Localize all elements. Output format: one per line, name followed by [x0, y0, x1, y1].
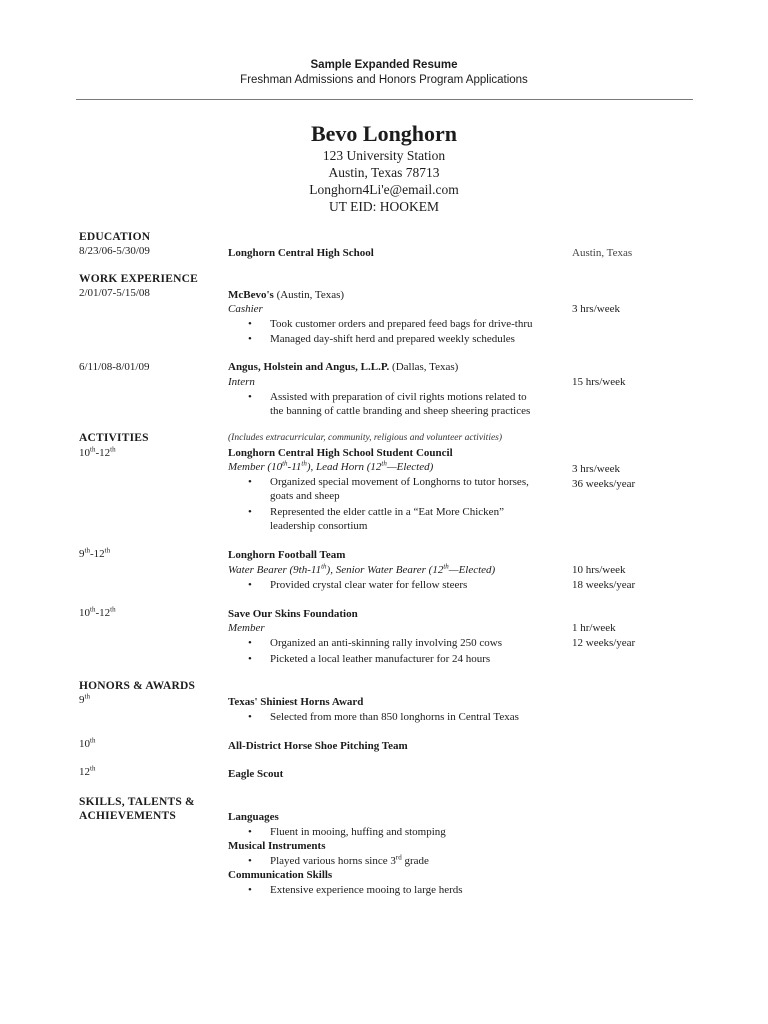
job-duty: Assisted with preparation of civil rights motions related to: [270, 391, 527, 403]
skills-heading: SKILLS, TALENTS &: [79, 796, 195, 808]
activity-role: Member: [228, 622, 265, 634]
activity-org: Longhorn Central High School Student Council: [228, 447, 453, 459]
activity-detail: Provided crystal clear water for fellow steers: [270, 579, 468, 591]
activity-org: Save Our Skins Foundation: [228, 608, 358, 620]
bullet-glyph: •: [248, 476, 252, 488]
skill-group-title: Languages: [228, 811, 279, 823]
education-heading: EDUCATION: [79, 231, 151, 243]
activity-hours: 1 hr/week: [572, 622, 616, 634]
bullet-glyph: •: [248, 855, 252, 867]
activity-detail: Represented the elder cattle in a “Eat More Chicken”: [270, 506, 504, 518]
ut-eid: UT EID: HOOKEM: [329, 199, 439, 214]
bullet-glyph: •: [248, 506, 252, 518]
activities-heading: ACTIVITIES: [79, 432, 149, 444]
activity-weeks: 36 weeks/year: [572, 478, 636, 490]
activity-hours: 3 hrs/week: [572, 463, 620, 475]
honor-detail: Selected from more than 850 longhorns in Central Texas: [270, 711, 519, 723]
skill-detail: Fluent in mooing, huffing and stomping: [270, 826, 446, 838]
activity-detail: Picketed a local leather manufacturer for 24 hours: [270, 653, 491, 665]
bullet-glyph: •: [248, 711, 252, 723]
skill-group-title: Communication Skills: [228, 869, 333, 881]
education-school: Longhorn Central High School: [228, 247, 374, 259]
header-divider: [76, 99, 693, 100]
bullet-glyph: •: [248, 653, 252, 665]
bullet-glyph: •: [248, 579, 252, 591]
job-dates: 6/11/08-8/01/09: [79, 361, 150, 373]
honor-title: Eagle Scout: [228, 768, 284, 780]
activity-hours: 10 hrs/week: [572, 564, 626, 576]
job-duty: Took customer orders and prepared feed bags for drive-thru: [270, 318, 533, 330]
applicant-name: Bevo Longhorn: [310, 121, 458, 146]
job-role: Intern: [228, 376, 255, 388]
activity-weeks: 12 weeks/year: [572, 637, 636, 649]
education-location: Austin, Texas: [572, 247, 633, 259]
honor-title: All-District Horse Shoe Pitching Team: [228, 740, 408, 752]
skill-group-title: Musical Instruments: [228, 840, 326, 852]
bullet-glyph: •: [248, 318, 252, 330]
activity-weeks: 18 weeks/year: [572, 579, 636, 591]
job-employer: Angus, Holstein and Angus, L.L.P. (Dallas, Texas): [228, 361, 459, 373]
activity-role: Water Bearer (9th-11th), Senior Water Bearer (12th—Elected): [228, 562, 496, 576]
job-dates: 2/01/07-5/15/08: [79, 287, 150, 299]
document-subtitle: Freshman Admissions and Honors Program Applications: [240, 74, 528, 86]
honor-grade: 12th: [79, 764, 96, 778]
street-address: 123 University Station: [322, 148, 446, 163]
job-employer: McBevo's (Austin, Texas): [228, 289, 345, 301]
activities-note: (Includes extracurricular, community, religious and volunteer activities): [228, 433, 503, 443]
activity-detail: Organized special movement of Longhorns to tutor horses,: [270, 476, 529, 488]
education-dates: 8/23/06-5/30/09: [79, 245, 150, 257]
bullet-glyph: •: [248, 637, 252, 649]
work-heading: WORK EXPERIENCE: [79, 273, 198, 285]
job-role: Cashier: [228, 303, 263, 315]
skill-detail: Played various horns since 3rd grade: [270, 853, 429, 867]
skill-detail: Extensive experience mooing to large herds: [270, 884, 463, 896]
city-state-zip: Austin, Texas 78713: [328, 165, 440, 180]
activity-detail: leadership consortium: [270, 520, 368, 532]
job-hours: 3 hrs/week: [572, 303, 620, 315]
document-title: Sample Expanded Resume: [310, 59, 458, 71]
bullet-glyph: •: [248, 391, 252, 403]
honor-grade: 10th: [79, 736, 96, 750]
activity-grades: 10th-12th: [79, 605, 116, 619]
job-duty: the banning of cattle branding and sheep sheering practices: [270, 405, 531, 417]
honor-title: Texas' Shiniest Horns Award: [228, 696, 364, 708]
activity-org: Longhorn Football Team: [228, 549, 346, 561]
activity-grades: 10th-12th: [79, 445, 116, 459]
activity-role: Member (10th-11th), Lead Horn (12th—Elected): [228, 459, 434, 473]
bullet-glyph: •: [248, 884, 252, 896]
job-duty: Managed day-shift herd and prepared weekly schedules: [270, 333, 515, 345]
activity-detail: goats and sheep: [270, 490, 340, 502]
honor-grade: 9th: [79, 692, 90, 706]
bullet-glyph: •: [248, 333, 252, 345]
bullet-glyph: •: [248, 826, 252, 838]
skills-heading-cont: ACHIEVEMENTS: [79, 810, 176, 822]
honors-heading: HONORS & AWARDS: [79, 680, 196, 692]
job-hours: 15 hrs/week: [572, 376, 626, 388]
activity-grades: 9th-12th: [79, 546, 111, 560]
email-address: Longhorn4Li'e@email.com: [309, 182, 459, 197]
activity-detail: Organized an anti-skinning rally involving 250 cows: [270, 637, 502, 649]
